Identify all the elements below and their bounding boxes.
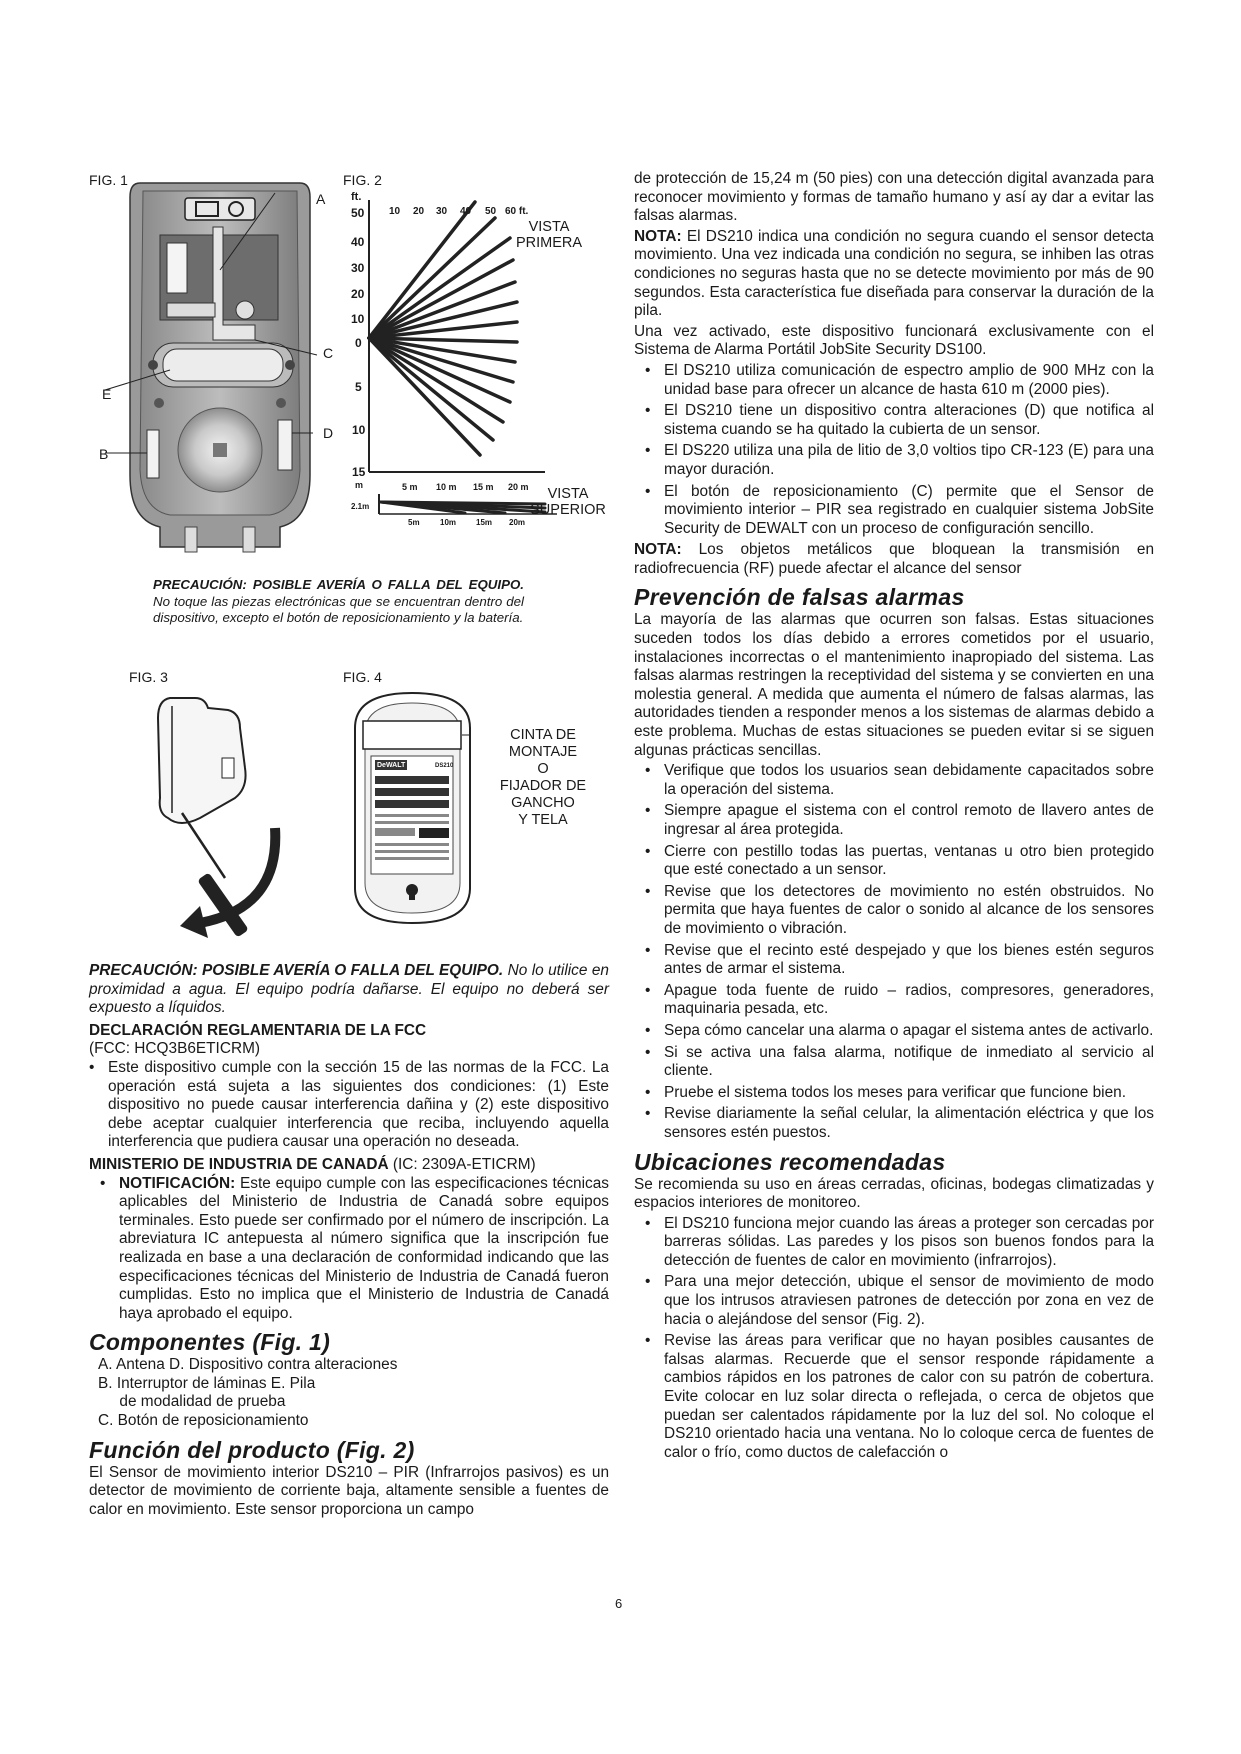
ic-id: (IC: 2309A-ETICRM) [392, 1155, 536, 1173]
fig4-mount-line: GANCHO [511, 795, 575, 811]
fig2-ft-top-tick: 30 [436, 206, 448, 217]
note-unsafe-text: El DS210 indica una condición no segura cuando el sensor detecta movimiento. Una vez indicada una condición no segura, se inhiben las otras condiciones no seguras hasta que no se detecte movimiento por más de 90 segundos. Esta característica fue diseñada para conservar la duración de la pila. [634, 227, 1154, 320]
fig2-first-view-label: VISTA PRIMERA [515, 219, 583, 251]
feature-bullet: • El botón de reposicionamiento (C) permite que el Sensor de movimiento interior – PIR sea registrado en cualquier sistema JobSite Security de DEWALT con un proceso de configuración sencillo. [645, 482, 1154, 537]
false-alarm-text: La mayoría de las alarmas que ocurren son falsas. Estas situaciones suceden todos los días debido a errores cometidos por el usuario, instalaciones incorrectas o el mantenimiento inapropiado del sistema. Las falsas alarmas restringen la receptividad del sistema y se convierten en una molestia general. A medida que aumenta el número de falsas alarmas, las autoridades tienden a responder menos a los sistemas de alarmas debido a este problema. Muchas de estas situaciones se pueden evitar si se siguen algunas prácticas sencillas. [634, 611, 1154, 759]
false-alarm-bullet: • Revise diariamente la señal celular, la alimentación eléctrica y que los sensores estén puestos. [645, 1105, 1154, 1141]
fig2-m-unit: m [355, 480, 364, 490]
fig2-m-tick: 10 m [436, 482, 457, 492]
false-alarm-bullet: • Pruebe el sistema todos los meses para verificar que funcione bien. [645, 1083, 1126, 1101]
false-alarm-bullet: • Revise que los detectores de movimiento no estén obstruidos. No permita que haya fuentes de calor o sonido al alcance de los sensores de movimiento o vibración. [645, 882, 1154, 937]
ic-notice-label: NOTIFICACIÓN: [119, 1174, 236, 1192]
fcc-title: DECLARACIÓN REGLAMENTARIA DE LA FCC [89, 1021, 427, 1039]
location-bullet: • El DS210 funciona mejor cuando las áreas a proteger son cercadas por barreras sólidas. Las paredes y los pisos son buenos fondos para la detección de fuentes de calor en movimiento (infrarrojos). [645, 1214, 1154, 1269]
note-metal-label: NOTA: [634, 541, 682, 559]
note-metal-text: Los objetos metálicos que bloquean la transmisión en radiofrecuencia (RF) puede afectar el alcance del sensor [634, 541, 1155, 577]
function-text: El Sensor de movimiento interior DS210 – PIR (Infrarrojos pasivos) es un detector de movimiento de corriente baja, altamente sensible a fuentes de calor en movimiento. Este sensor proporciona un campo [89, 1463, 609, 1518]
page-number: 6 [615, 1596, 623, 1611]
fig2-side-tick: 5m [408, 518, 420, 527]
false-alarm-bullet-text: Cierre con pestillo todas las puertas, ventanas u otro bien protegido que esté conectado a un sensor. [664, 842, 1154, 879]
right-column [634, 170, 1154, 1465]
fig3-label: FIG. 3 [129, 669, 168, 685]
false-alarm-bullet-text: Pruebe el sistema todos los meses para verificar que funcione bien. [664, 1083, 1126, 1101]
protection-text: de protección de 15,24 m (50 pies) con una detección digital avanzada para reconocer movimiento y formas de tamaño humano y así ay dar a evitar las falsas alarmas. [634, 170, 1154, 225]
fig2-ft-top-tick: 10 [389, 206, 401, 217]
fig4-mount-line: O [537, 761, 549, 777]
fig2-ft-top-tick: 50 [485, 206, 497, 217]
fig3-opening-illustration [140, 688, 315, 948]
ic-notice: • NOTIFICACIÓN: Este equipo cumple con las especificaciones técnicas aplicables del Ministerio de Industria de Canadá sobre equipos terminales. Esto puede ser confirmado por el número de inscripción. La abreviatura IC antepuesta al número significa que la inscripción fue realizada en base a una declaración de conformidad indicando que las especificaciones técnicas del Ministerio de Industria de Canadá fueron cumplidas. Esto no implica que el Ministerio de Industria de Canadá haya aprobado el equipo. [100, 1174, 609, 1322]
components-line: B. Interruptor de láminas E. Pila [98, 1374, 316, 1392]
fig2-ft-top-tick: 20 [413, 206, 425, 217]
fig2-ft-left-tick: 5 [355, 380, 362, 394]
feature-bullet-text: El botón de reposicionamiento (C) permite que el Sensor de movimiento interior – PIR sea registrado en cualquier sistema JobSite Security de DEWALT con un proceso de configuración sencillo. [664, 482, 1154, 537]
note-metal [634, 541, 1154, 578]
false-alarm-bullet-text: Siempre apague el sistema con el control remoto de llavero antes de ingresar al área protegida. [664, 802, 1154, 838]
fig2-m-tick: 15 m [473, 482, 494, 492]
locations-heading: Ubicaciones recomendadas [634, 1148, 946, 1175]
components-heading: Componentes (Fig. 1) [89, 1329, 331, 1356]
fig4-mount-line: MONTAJE [508, 744, 578, 760]
fig1-callout-d: D [323, 425, 334, 441]
location-bullet-text: Revise las áreas para verificar que no hayan posibles causantes de falsas alarmas. Recuerde que el sensor responde rápidamente a cambios rápidos en los patrones de calor con su patrón de cobertura. Evite colocar en luz solar directa o reflejada, o cerca de objetos que puedan ser calentados rápidamente por la luz del sol. No coloque el DS210 orientado hacia una ventana. No lo coloque cerca de fuentes de calor o frío, como ductos de calefacción o [664, 1332, 1154, 1461]
components-line: C. Botón de reposicionamiento [98, 1412, 309, 1430]
fig4-model-label: DS210 [435, 763, 454, 769]
caution-water-text: No lo utilice en proximidad a agua. El equipo podría dañarse. El equipo no deberá ser expuesto a líquidos. [89, 962, 609, 1017]
fig2-ft-top-tick: 40 [460, 206, 472, 217]
fig1-label: FIG. 1 [89, 172, 128, 188]
fig2-side-tick: 10m [440, 518, 457, 527]
feature-bullet-text: El DS210 tiene un dispositivo contra alteraciones (D) que notifica al sistema cuando se ha quitado la cubierta de un sensor. [664, 402, 1154, 438]
fcc-bullet-text: Este dispositivo cumple con la sección 15 de las normas de la FCC. La operación está sujeta a las siguientes dos condiciones: (1) Este dispositivo no puede causar interferencia dañina y (2) este dispositivo debe aceptar cualquier interferencia que reciba, incluyendo aquella interferencia que pudiera causar una operación no deseada. [108, 1058, 609, 1151]
false-alarm-bullet-text: Apague toda fuente de ruido – radios, compresores, generadores, maquinaria pesada, etc. [664, 981, 1154, 1018]
fig4-mount-label [488, 727, 598, 829]
note-unsafe [634, 228, 1154, 321]
fig2-top-view-label: VISTA SUPERIOR [530, 486, 606, 518]
fig2-side-height: 2.1m [351, 502, 370, 511]
fig4-mount-line: FIJADOR DE [499, 778, 587, 794]
fig2-ft-left-tick: 30 [351, 261, 365, 275]
fig4-mount-line: CINTA DE [510, 727, 576, 743]
fig2-ft-left-tick: 0 [355, 336, 362, 350]
feature-bullet-text: El DS220 utiliza una pila de litio de 3,0 voltios tipo CR-123 (E) para una mayor duración. [664, 442, 1154, 478]
location-bullet-text: El DS210 funciona mejor cuando las áreas a proteger son cercadas por barreras sólidas. Las paredes y los pisos son buenos fondos para la detección de fuentes de calor en movimiento (infrarrojos). [664, 1214, 1154, 1269]
fcc-id: (FCC: HCQ3B6ETICRM) [89, 1040, 261, 1058]
false-alarm-bullet-text: Si se activa una falsa alarma, notifique de inmediato al servicio al cliente. [664, 1043, 1154, 1080]
feature-bullet: • El DS210 utiliza comunicación de espectro amplio de 900 MHz con la unidad base para ofrecer un alcance de hasta 610 m (2000 pies). [645, 361, 1154, 398]
fig2-side-tick: 15m [476, 518, 493, 527]
fig2-ft-top-tick: 60 ft. [505, 206, 529, 217]
false-alarm-bullet-text: Revise diariamente la señal celular, la alimentación eléctrica y que los sensores estén puestos. [664, 1105, 1154, 1141]
fig2-ft-left-tick: 50 [351, 206, 365, 220]
caution-electronics-title: PRECAUCIÓN: POSIBLE AVERÍA O FALLA DEL EQUIPO. [153, 577, 524, 592]
function-heading: Función del producto (Fig. 2) [89, 1436, 415, 1463]
left-column [89, 962, 609, 1521]
fig2-ft-left-tick: 10 [351, 312, 365, 326]
fig4-label: FIG. 4 [343, 669, 382, 685]
ic-heading [89, 1156, 609, 1175]
fig1-callout-a: A [316, 191, 326, 207]
components-line: A. Antena D. Dispositivo contra alteraciones [98, 1356, 398, 1374]
ic-title: MINISTERIO DE INDUSTRIA DE CANADÁ [89, 1155, 389, 1173]
false-alarm-bullet: • Sepa cómo cancelar una alarma o apagar el sistema antes de activarlo. [645, 1021, 1154, 1039]
false-alarm-bullet: • Si se activa una falsa alarma, notifique de inmediato al servicio al cliente. [645, 1043, 1154, 1080]
note-unsafe-label: NOTA: [634, 227, 682, 245]
fig2-m-tick: 20 m [508, 482, 529, 492]
location-bullet: • Para una mejor detección, ubique el sensor de movimiento de modo que los intrusos atraviesen patrones de detección por zona en vez de hacia o alejándose del sensor (Fig. 2). [645, 1273, 1154, 1328]
false-alarm-bullet: • Apague toda fuente de ruido – radios, compresores, generadores, maquinaria pesada, etc. [645, 981, 1154, 1018]
fig4-back-illustration [345, 688, 480, 928]
false-alarm-bullet: • Revise que el recinto esté despejado y que los bienes estén seguros antes de armar el sistema. [645, 941, 1154, 978]
false-alarm-bullet-text: Verifique que todos los usuarios sean debidamente capacitados sobre la operación del sistema. [664, 762, 1154, 798]
fcc-bullet: • Este dispositivo cumple con la sección 15 de las normas de la FCC. La operación está sujeta a las siguientes dos condiciones: (1) Este dispositivo no puede causar interferencia dañina y (2) este dispositivo debe aceptar cualquier interferencia que reciba, incluyendo aquella interferencia que pudiera causar una operación no deseada. [89, 1058, 609, 1151]
false-alarm-bullet-text: Sepa cómo cancelar una alarma o apagar el sistema antes de activarlo. [664, 1021, 1154, 1039]
fig4-mount-line: Y TELA [518, 812, 568, 828]
activation-text: Una vez activado, este dispositivo funcionará exclusivamente con el Sistema de Alarma Portátil JobSite Security DS100. [634, 322, 1154, 359]
caution-water-title: PRECAUCIÓN: POSIBLE AVERÍA O FALLA DEL EQUIPO. [89, 962, 504, 979]
false-alarm-bullet: • Siempre apague el sistema con el control remoto de llavero antes de ingresar al área protegida. [645, 802, 1154, 838]
locations-text: Se recomienda su uso en áreas cerradas, oficinas, bodegas climatizadas y espacios interiores de monitoreo. [634, 1175, 1154, 1212]
feature-bullet: • El DS220 utiliza una pila de litio de 3,0 voltios tipo CR-123 (E) para una mayor duración. [645, 442, 1154, 478]
caution-electronics-text: No toque las piezas electrónicas que se encuentran dentro del dispositivo, excepto el botón de reposicionamiento y la batería. [153, 593, 524, 625]
fig2-ft-left-tick: 10 [352, 423, 366, 437]
ic-notice-text: Este equipo cumple con las especificaciones técnicas aplicables del Ministerio de Industria de Canadá sobre equipos terminales. Esto puede ser confirmado por el número de inscripción. La abreviatura IC antepuesta al número significa que la inscripción fue realizada en base a una declaración de conformidad indicando que las especificaciones técnicas del Ministerio de Industria de Canadá fueron cumplidas. Esto no implica que el Ministerio de Industria de Canadá haya aprobado el equipo. [119, 1174, 609, 1322]
components-line: de modalidad de prueba [98, 1393, 286, 1411]
fig2-ft-left-tick: 20 [351, 287, 365, 301]
fig1-sensor-illustration [95, 175, 345, 560]
false-alarm-bullet-text: Revise que el recinto esté despejado y que los bienes estén seguros antes de armar el sistema. [664, 941, 1154, 978]
fig1-callout-e: E [102, 386, 112, 402]
fig1-callout-b: B [99, 446, 109, 462]
false-alarm-bullet-text: Revise que los detectores de movimiento no estén obstruidos. No permita que haya fuentes de calor o sonido al alcance de los sensores de movimiento o vibración. [664, 882, 1154, 937]
fig2-ft-unit: ft. [351, 191, 362, 203]
false-alarm-heading: Prevención de falsas alarmas [634, 584, 965, 611]
fig1-callout-c: C [323, 345, 334, 361]
fig2-ft-left-tick: 40 [351, 235, 365, 249]
caution-electronics [153, 577, 524, 627]
location-bullet-text: Para una mejor detección, ubique el sensor de movimiento de modo que los intrusos atraviesen patrones de detección por zona en vez de hacia o alejándose del sensor (Fig. 2). [664, 1273, 1154, 1328]
fig2-label: FIG. 2 [343, 172, 382, 188]
feature-bullet-text: El DS210 utiliza comunicación de espectro amplio de 900 MHz con la unidad base para ofrecer un alcance de hasta 610 m (2000 pies). [664, 361, 1154, 398]
feature-bullet: • El DS210 tiene un dispositivo contra alteraciones (D) que notifica al sistema cuando se ha quitado la cubierta de un sensor. [645, 402, 1154, 438]
fig2-side-tick: 20m [509, 518, 526, 527]
fig2-m-tick: 5 m [402, 482, 418, 492]
fig2-ft-left-tick: 15 [352, 465, 366, 479]
false-alarm-bullet: • Cierre con pestillo todas las puertas, ventanas u otro bien protegido que esté conectado a un sensor. [645, 842, 1154, 879]
fig4-brand-label: DeWALT [377, 762, 406, 769]
location-bullet: • Revise las áreas para verificar que no hayan posibles causantes de falsas alarmas. Recuerde que el sensor responde rápidamente a cambios rápidos en los patrones de calor con su patrón de cobertura. Evite colocar en luz solar directa o reflejada, o cerca de objetos que puedan ser calentados rápidamente por la luz del sol. No coloque el DS210 orientado hacia una ventana. No lo coloque cerca de fuentes de calor o frío, como ductos de calefacción o [645, 1332, 1154, 1461]
caution-water [89, 962, 609, 1018]
false-alarm-bullet: • Verifique que todos los usuarios sean debidamente capacitados sobre la operación del sistema. [645, 762, 1154, 798]
